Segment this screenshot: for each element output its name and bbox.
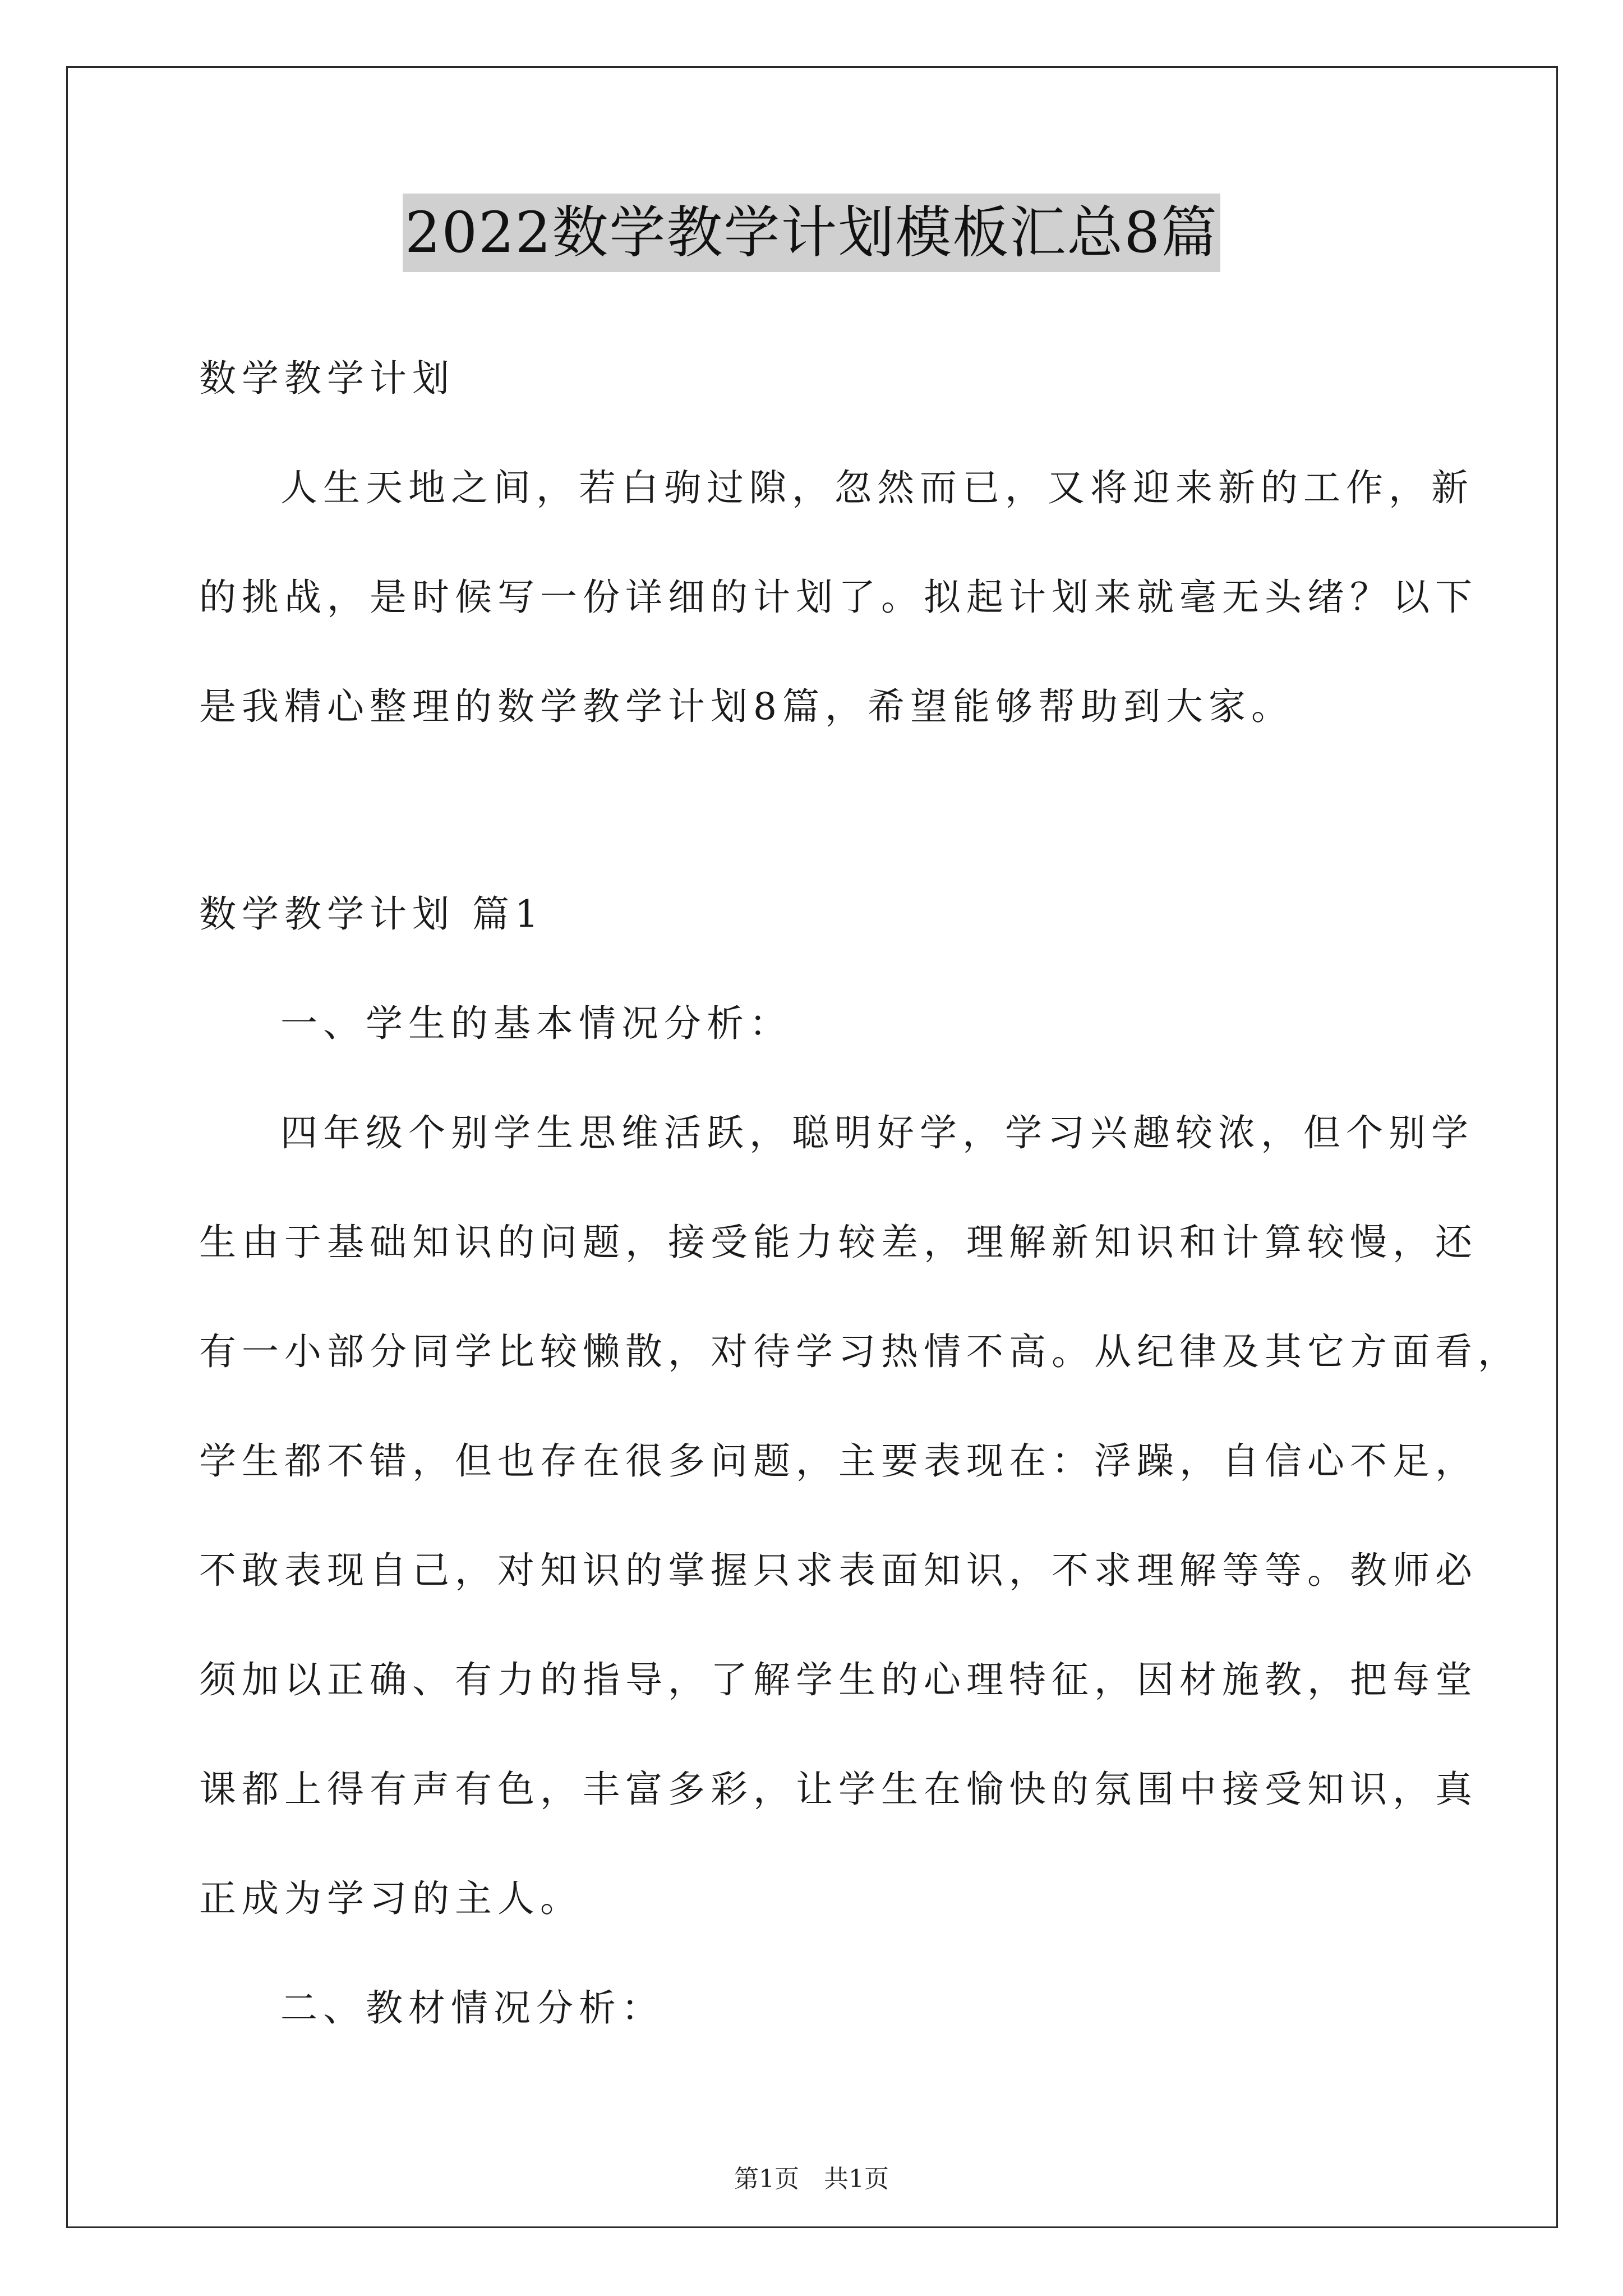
subheading-textbook-analysis: 二、教材情况分析： <box>280 1986 664 2030</box>
analysis-line-1: 四年级个别学生思维活跃，聪明好学，学习兴趣较浓，但个别学 <box>280 1111 1474 1154</box>
section-heading: 数学教学计划 <box>199 357 455 400</box>
analysis-line-4: 学生都不错，但也存在很多问题，主要表现在：浮躁，自信心不足， <box>199 1439 1478 1483</box>
analysis-line-6: 须加以正确、有力的指导，了解学生的心理特征，因材施教，把每堂 <box>199 1658 1478 1701</box>
analysis-line-2: 生由于基础知识的问题，接受能力较差，理解新知识和计算较慢，还 <box>199 1221 1478 1264</box>
analysis-line-8: 正成为学习的主人。 <box>199 1877 583 1920</box>
document-title: 2022数学教学计划模板汇总8篇 <box>403 194 1220 272</box>
analysis-line-3: 有一小部分同学比较懒散，对待学习热情不高。从纪律及其它方面看， <box>199 1330 1520 1373</box>
page-number: 第1页 共1页 <box>734 2165 889 2193</box>
title-container <box>0 194 1623 272</box>
page-footer <box>0 2162 1623 2196</box>
intro-line-1: 人生天地之间，若白驹过隙，忽然而已，又将迎来新的工作，新 <box>280 466 1474 509</box>
analysis-line-7: 课都上得有声有色，丰富多彩，让学生在愉快的氛围中接受知识，真 <box>199 1768 1478 1811</box>
part-heading: 数学教学计划 篇1 <box>199 892 544 936</box>
intro-line-2: 的挑战，是时候写一份详细的计划了。拟起计划来就毫无头绪？以下 <box>199 576 1478 619</box>
analysis-line-5: 不敢表现自己，对知识的掌握只求表面知识，不求理解等等。教师必 <box>199 1549 1478 1592</box>
subheading-student-analysis: 一、学生的基本情况分析： <box>280 1002 792 1045</box>
intro-line-3: 是我精心整理的数学教学计划8篇，希望能够帮助到大家。 <box>199 685 1294 728</box>
